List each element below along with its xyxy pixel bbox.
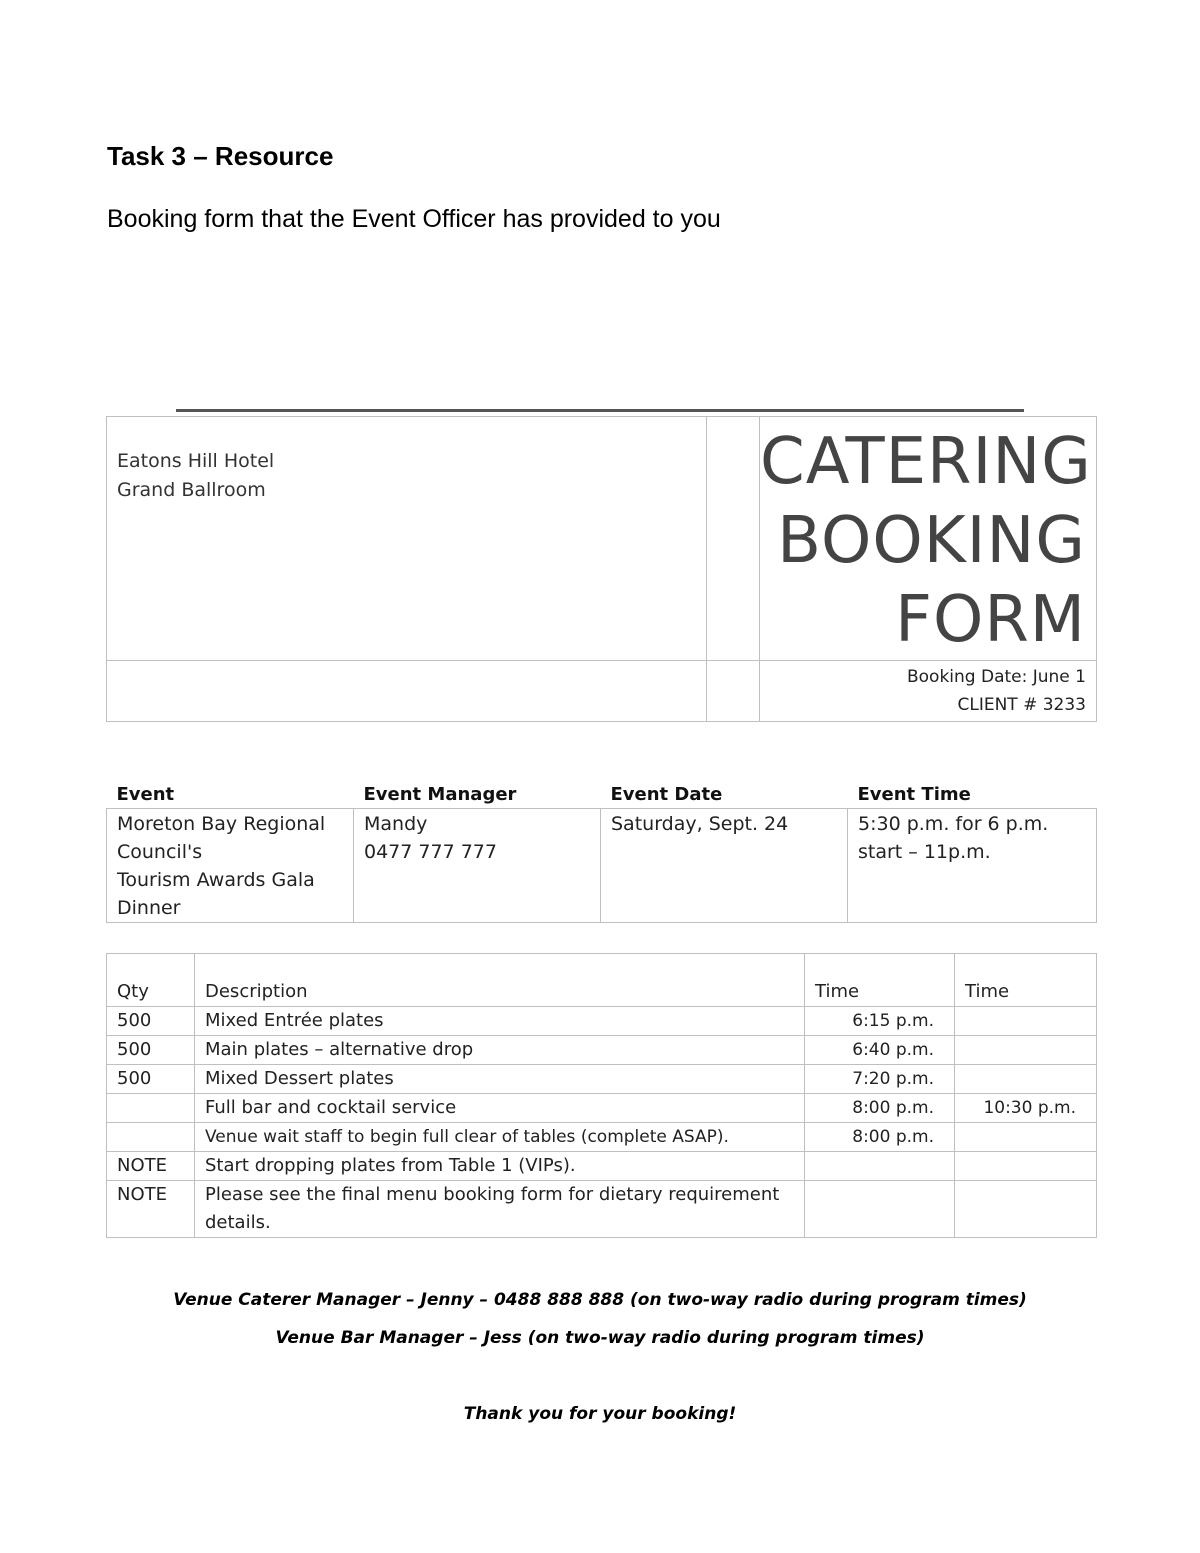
- item-description: Full bar and cocktail service: [195, 1094, 805, 1123]
- item-time1: 7:20 p.m.: [805, 1065, 955, 1094]
- top-divider: [176, 409, 1024, 412]
- event-manager-phone: 0477 777 777: [364, 841, 497, 863]
- item-time1: 8:00 p.m.: [805, 1094, 955, 1123]
- item-time1: [805, 1181, 955, 1238]
- description-header: Description: [195, 954, 805, 1007]
- item-description: Start dropping plates from Table 1 (VIPs).: [195, 1152, 805, 1181]
- booking-meta-cell: [760, 661, 1097, 722]
- venue-name: Eatons Hill Hotel: [117, 450, 275, 472]
- time-header: Time: [805, 954, 955, 1007]
- page-subheading: Booking form that the Event Officer has provided to you: [107, 205, 721, 233]
- client-number: CLIENT # 3233: [957, 695, 1086, 715]
- bar-contact: Venue Bar Manager – Jess (on two-way radio during program times): [275, 1328, 925, 1348]
- qty-header: Qty: [107, 954, 195, 1007]
- booking-date: Booking Date: June 1: [906, 667, 1086, 687]
- form-title-line1: CATERING: [760, 425, 1092, 499]
- booking-header-table: [106, 416, 1097, 722]
- items-table: [106, 953, 1097, 1238]
- venue-cell: [107, 417, 707, 661]
- item-qty: 500: [107, 1036, 195, 1065]
- table-row: [107, 1181, 1097, 1238]
- time-header-2: Time: [955, 954, 1097, 1007]
- event-time-line: start – 11p.m.: [858, 841, 991, 863]
- event-table: [106, 780, 1097, 923]
- venue-room: Grand Ballroom: [117, 479, 266, 501]
- item-time1: 6:15 p.m.: [805, 1007, 955, 1036]
- item-description: Mixed Dessert plates: [195, 1065, 805, 1094]
- item-description: Main plates – alternative drop: [195, 1036, 805, 1065]
- item-time1: 8:00 p.m.: [805, 1123, 955, 1152]
- event-name-line: Council's: [117, 841, 203, 863]
- table-row: [107, 1152, 1097, 1181]
- event-name-cell: [107, 809, 354, 923]
- table-row: [107, 1065, 1097, 1094]
- event-time-cell: [848, 809, 1097, 923]
- event-date-header: Event Date: [601, 780, 848, 809]
- item-time2: [955, 1152, 1097, 1181]
- event-header: Event: [107, 780, 354, 809]
- item-qty: [107, 1094, 195, 1123]
- item-time1: [805, 1152, 955, 1181]
- form-title-line2: BOOKING: [777, 504, 1086, 578]
- event-manager-cell: [354, 809, 601, 923]
- item-qty: [107, 1123, 195, 1152]
- header-empty-cell-2: [707, 661, 760, 722]
- item-time2: [955, 1007, 1097, 1036]
- item-time2: [955, 1065, 1097, 1094]
- header-empty-cell: [107, 661, 707, 722]
- event-manager-header: Event Manager: [354, 780, 601, 809]
- event-time-header: Event Time: [848, 780, 1097, 809]
- event-name-line: Moreton Bay Regional: [117, 813, 326, 835]
- caterer-contact: Venue Caterer Manager – Jenny – 0488 888 888 (on two-way radio during program times): [173, 1290, 1027, 1310]
- event-date-cell: [601, 809, 848, 923]
- item-qty: NOTE: [107, 1181, 195, 1238]
- item-qty: NOTE: [107, 1152, 195, 1181]
- event-name-line: Tourism Awards Gala: [117, 869, 315, 891]
- event-name-line: Dinner: [117, 897, 181, 919]
- item-time2: [955, 1123, 1097, 1152]
- item-time2: [955, 1036, 1097, 1065]
- item-description: Please see the final menu booking form for dietary requirement details.: [195, 1181, 805, 1238]
- table-row: [107, 1094, 1097, 1123]
- item-time2: [955, 1181, 1097, 1238]
- thank-you-note: Thank you for your booking!: [463, 1404, 737, 1424]
- item-time2: 10:30 p.m.: [955, 1094, 1097, 1123]
- form-title-line3: FORM: [895, 583, 1086, 657]
- item-time1: 6:40 p.m.: [805, 1036, 955, 1065]
- item-description: Venue wait staff to begin full clear of tables (complete ASAP).: [195, 1123, 805, 1152]
- item-description: Mixed Entrée plates: [195, 1007, 805, 1036]
- item-qty: 500: [107, 1007, 195, 1036]
- table-row: [107, 1123, 1097, 1152]
- form-title: [760, 417, 1097, 661]
- event-time-line: 5:30 p.m. for 6 p.m.: [858, 813, 1049, 835]
- table-row: [107, 1007, 1097, 1036]
- event-date-value: Saturday, Sept. 24: [611, 813, 789, 835]
- event-manager-name: Mandy: [364, 813, 428, 835]
- page-heading: Task 3 – Resource: [107, 141, 334, 171]
- table-row: [107, 1036, 1097, 1065]
- item-qty: 500: [107, 1065, 195, 1094]
- header-spacer-cell: [707, 417, 760, 661]
